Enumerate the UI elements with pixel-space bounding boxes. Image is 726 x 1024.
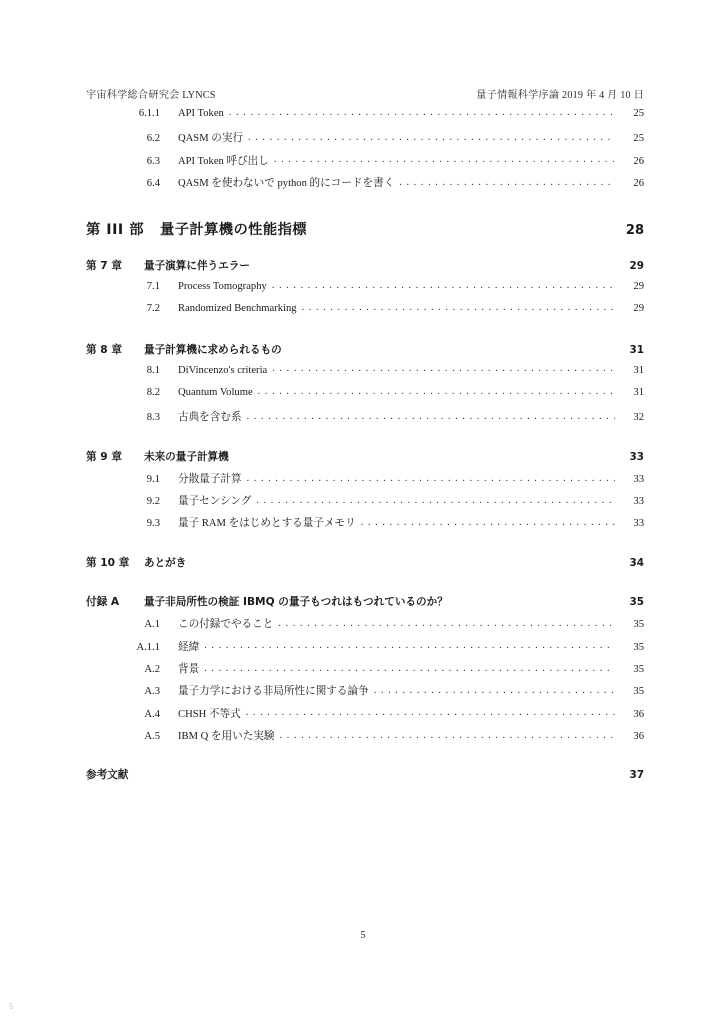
- toc-entry-page-number: 29: [629, 260, 644, 273]
- toc-dot-leader: [361, 517, 615, 528]
- toc-entry-section[interactable]: [86, 471, 644, 493]
- toc-dot-leader: [399, 177, 615, 188]
- toc-entry-page-number: 28: [625, 223, 644, 239]
- toc-dot-leader: [302, 302, 615, 313]
- toc-entry-section[interactable]: [86, 493, 644, 515]
- toc-entry-page-number: 35: [633, 663, 644, 675]
- toc-entry-section[interactable]: [86, 728, 644, 750]
- toc-entry-title: 量子計算機の性能指標: [160, 222, 307, 239]
- toc-entry-section[interactable]: [86, 153, 644, 175]
- toc-entry-number: 6.4: [146, 177, 160, 189]
- toc-entry-section[interactable]: [86, 365, 644, 387]
- running-header: [86, 86, 644, 101]
- toc-entry-page-number: 36: [633, 708, 644, 720]
- toc-entry-title: 未来の量子計算機: [144, 450, 229, 463]
- toc-entry-section[interactable]: [86, 387, 644, 409]
- toc-entry-number: 6.3: [146, 155, 160, 167]
- toc-entry-number: 8.1: [146, 364, 160, 376]
- toc-entry-number: A.5: [144, 730, 160, 742]
- toc-dot-leader: [247, 473, 615, 484]
- toc-dot-leader: [258, 386, 615, 397]
- toc-dot-leader: [246, 707, 615, 718]
- toc-entry-page-number: 31: [633, 364, 644, 376]
- vertical-gap: [86, 241, 644, 258]
- toc-entry-page-number: 31: [633, 386, 644, 398]
- toc-entry-title: Quantum Volume: [178, 386, 253, 398]
- toc-entry-page-number: 35: [633, 641, 644, 653]
- toc-entry-number: A.4: [144, 708, 160, 720]
- toc-entry-title: CHSH 不等式: [178, 708, 241, 720]
- toc-dot-leader: [272, 280, 615, 291]
- toc-dot-leader: [204, 640, 615, 651]
- vertical-gap: [86, 432, 644, 449]
- toc-entry-number: 第 III 部: [86, 222, 145, 239]
- toc-dot-leader: [272, 363, 615, 374]
- toc-entry-title: この付録でやること: [178, 619, 274, 631]
- toc-entry-page-number: 29: [633, 280, 644, 292]
- toc-entry-section[interactable]: [86, 661, 644, 683]
- toc-entry-section[interactable]: [86, 303, 644, 325]
- toc-entry-page-number: 26: [633, 177, 644, 189]
- toc-entry-number: 9.2: [146, 496, 160, 508]
- toc-entry-chapter[interactable]: [86, 449, 644, 471]
- toc-entry-part[interactable]: [86, 219, 644, 241]
- toc-entry-title: DiVincenzo's criteria: [178, 364, 268, 376]
- toc-entry-section[interactable]: [86, 175, 644, 197]
- toc-entry-subsection[interactable]: [86, 639, 644, 661]
- toc-entry-subsection[interactable]: [86, 108, 644, 130]
- toc-dot-leader: [374, 685, 615, 696]
- toc-entry-title: 経緯: [178, 641, 200, 653]
- toc-entry-title: 量子非局所性の検証 IBMQ の量子もつれはもつれているのか？: [144, 596, 448, 609]
- toc-entry-title: API Token 呼び出し: [178, 155, 269, 167]
- toc-dot-leader: [280, 730, 615, 741]
- toc-entry-title: 量子センシング: [178, 496, 252, 508]
- toc-entry-title: 量子計算機に求められるもの: [144, 344, 282, 357]
- toc-entry-title: Randomized Benchmarking: [178, 303, 297, 315]
- toc-entry-number: 8.2: [146, 386, 160, 398]
- running-header-right: 量子情報科学序論 2019 年 4 月 10 日: [476, 90, 644, 101]
- toc-entry-chapter[interactable]: [86, 342, 644, 364]
- toc-entry-title: IBM Q を用いた実験: [178, 730, 275, 742]
- toc-entry-title: QASM を使わないで python 的にコードを書く: [178, 177, 395, 189]
- toc-entry-title: 量子演算に伴うエラー: [144, 260, 250, 273]
- toc-dot-leader: [278, 618, 615, 629]
- toc-dot-leader: [256, 495, 615, 506]
- toc-dot-leader: [229, 107, 615, 118]
- toc-entry-number: 7.2: [146, 303, 160, 315]
- toc-entry-title: 量子力学における非局所性に関する論争: [178, 686, 369, 698]
- toc-entry-section[interactable]: [86, 409, 644, 431]
- toc-entry-section[interactable]: [86, 706, 644, 728]
- toc-entry-number: A.3: [144, 686, 160, 698]
- toc-entry-chapter[interactable]: [86, 767, 644, 789]
- toc-entry-number: A.2: [144, 663, 160, 675]
- vertical-gap: [86, 325, 644, 342]
- toc-entry-chapter[interactable]: [86, 555, 644, 577]
- running-header-left: 宇宙科学総合研究会 LYNCS: [86, 90, 216, 101]
- toc-entry-number: 付録 A: [86, 596, 120, 609]
- toc-entry-number: 第 10 章: [86, 556, 130, 569]
- toc-entry-page-number: 31: [629, 344, 644, 357]
- toc-entry-section[interactable]: [86, 130, 644, 152]
- toc-entry-page-number: 35: [633, 619, 644, 631]
- toc-entry-title: 古典を含む系: [178, 412, 242, 424]
- vertical-gap: [86, 197, 644, 219]
- vertical-gap: [86, 577, 644, 594]
- toc-entry-number: 6.1.1: [138, 108, 160, 119]
- vertical-gap: [86, 750, 644, 767]
- toc-entry-number: A.1.1: [136, 641, 160, 653]
- toc-entry-number: A.1: [144, 619, 160, 631]
- toc-entry-page-number: 34: [629, 556, 644, 569]
- toc-entry-page-number: 29: [633, 303, 644, 315]
- toc-entry-number: 6.2: [146, 133, 160, 145]
- toc-entry-page-number: 36: [633, 730, 644, 742]
- toc-entry-page-number: 25: [633, 108, 644, 119]
- toc-entry-page-number: 35: [633, 686, 644, 698]
- toc-entry-title: あとがき: [144, 556, 187, 569]
- toc-entry-section[interactable]: [86, 616, 644, 638]
- page-folio: 5: [360, 930, 366, 941]
- toc-entry-number: 9.1: [146, 473, 160, 485]
- toc-entry-page-number: 25: [633, 133, 644, 145]
- toc-entry-number: 第 9 章: [86, 450, 122, 463]
- toc-entry-title: 参考文献: [86, 769, 129, 782]
- toc-entry-page-number: 26: [633, 155, 644, 167]
- toc-entry-title: 量子 RAM をはじめとする量子メモリ: [178, 518, 356, 530]
- toc-entry-title: 背景: [178, 663, 200, 675]
- toc-entry-number: 第 7 章: [86, 260, 122, 273]
- toc-entry-page-number: 33: [629, 450, 644, 463]
- toc-entry-page-number: 33: [633, 473, 644, 485]
- toc-entry-title: API Token: [178, 108, 224, 119]
- toc-entry-chapter[interactable]: [86, 594, 644, 616]
- toc-entry-section[interactable]: [86, 515, 644, 537]
- toc-entry-number: 第 8 章: [86, 344, 122, 357]
- toc-entry-page-number: 33: [633, 518, 644, 530]
- toc-entry-title: Process Tomography: [178, 280, 267, 292]
- toc-entry-chapter[interactable]: [86, 258, 644, 280]
- toc-entry-page-number: 35: [629, 596, 644, 609]
- toc-entry-section[interactable]: [86, 281, 644, 303]
- toc-entry-number: 8.3: [146, 412, 160, 424]
- toc-entry-title: 分散量子計算: [178, 473, 242, 485]
- table-of-contents: [86, 108, 644, 789]
- toc-entry-title: QASM の実行: [178, 133, 244, 145]
- toc-entry-number: 7.1: [146, 280, 160, 292]
- toc-entry-number: 9.3: [146, 518, 160, 530]
- toc-dot-leader: [247, 411, 615, 422]
- toc-dot-leader: [204, 663, 615, 674]
- vertical-gap: [86, 538, 644, 555]
- toc-entry-page-number: 32: [633, 412, 644, 424]
- toc-dot-leader: [248, 132, 615, 143]
- toc-dot-leader: [274, 154, 615, 165]
- toc-entry-page-number: 37: [629, 769, 644, 782]
- toc-entry-page-number: 33: [633, 496, 644, 508]
- corner-page-marker: 5: [9, 1002, 14, 1011]
- toc-entry-section[interactable]: [86, 683, 644, 705]
